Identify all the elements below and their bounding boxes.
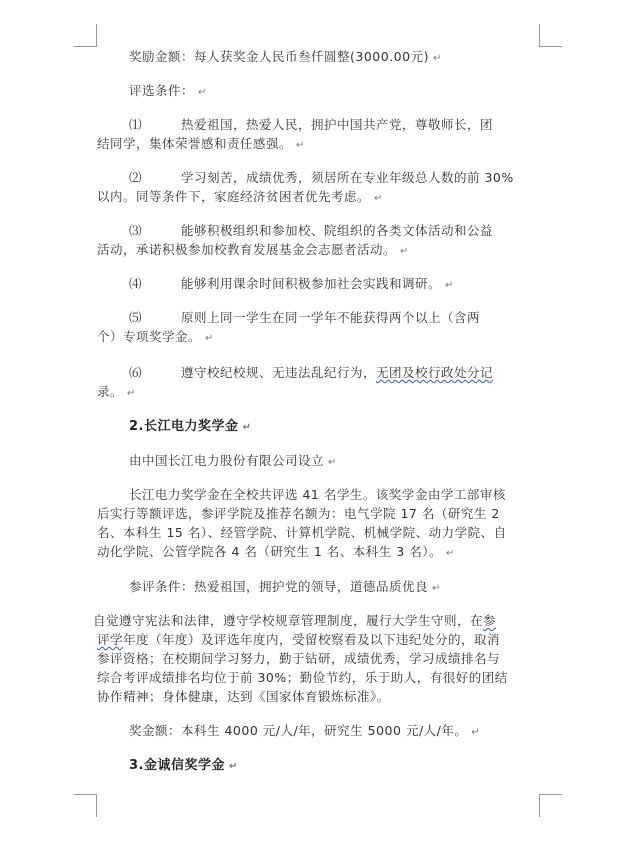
crop-mark-top-left xyxy=(74,24,97,47)
section-2-rules-line-2: 评学年度（年度）及评选年度内，受留校察看及以下违纪处分的，取消 xyxy=(97,632,501,647)
prize-amount-line: 奖励金额：每人获奖金人民币叁仟圆整(3000.00元) ↵ xyxy=(129,49,442,64)
criteria-item-1: ⑴ 热爱祖国，热爱人民，拥护中国共产党，尊敬师长，团 xyxy=(129,117,494,132)
crop-mark-top-right xyxy=(539,24,562,47)
section-2-amount: 奖金额：本科生 4000 元/人/年，研究生 5000 元/人/年。 ↵ xyxy=(129,723,481,738)
section-3-heading: 3.金诚信奖学金 ↵ xyxy=(129,758,238,773)
criteria-item-2-cont: 以内。同等条件下，家庭经济贫困者优先考虑。 ↵ xyxy=(97,189,383,204)
crop-mark-bottom-right xyxy=(539,794,562,817)
section-2-rules-line-5: 协作精神；身体健康，达到《国家体育锻炼标准》。 xyxy=(97,689,390,704)
section-2-intro: 由中国长江电力股份有限公司设立 ↵ xyxy=(129,453,337,468)
section-2-rules-line-3: 参评资格；在校期间学习努力，勤于钻研，成绩优秀，学习成绩排名与 xyxy=(97,651,501,666)
section-2-criteria: 参评条件：热爱祖国，拥护党的领导，道德品质优良 ↵ xyxy=(129,579,441,594)
section-2-para-line-3: 名、本科生 15 名）、经管学院、计算机学院、机械学院、动力学院、自 xyxy=(97,525,507,540)
crop-mark-bottom-left xyxy=(74,794,97,817)
criteria-item-3-cont: 活动，承诺积极参加校教育发展基金会志愿者活动。 ↵ xyxy=(97,242,409,257)
section-2-para-line-1: 长江电力奖学金在全校共评选 41 名学生。该奖学金由学工部审核 xyxy=(129,487,506,502)
criteria-label: 评选条件： ↵ xyxy=(129,83,207,98)
criteria-item-6-cont: 录。 ↵ xyxy=(97,384,136,399)
criteria-item-5-cont: 个）专项奖学金。 ↵ xyxy=(97,329,214,344)
criteria-item-4: ⑷ 能够利用课余时间积极参加社会实践和调研。 ↵ xyxy=(129,276,454,291)
section-2-para-line-2: 后实行等额评选，参评学院及推荐名额为：电气学院 17 名（研究生 2 xyxy=(97,506,500,521)
criteria-item-3: ⑶ 能够积极组织和参加校、院组织的各类文体活动和公益 xyxy=(129,223,494,238)
criteria-item-2: ⑵ 学习刻苦，成绩优秀，须居所在专业年级总人数的前 30% xyxy=(129,170,514,185)
section-2-para-line-4: 动化学院、公管学院各 4 名（研究生 1 名、本科生 3 名）。 ↵ xyxy=(97,544,455,559)
criteria-item-5: ⑸ 原则上同一学生在同一学年不能获得两个以上（含两 xyxy=(129,310,481,325)
section-2-rules-line-4: 综合考评成绩排名均位于前 30%；勤俭节约，乐于助人，有很好的团结 xyxy=(97,670,508,685)
section-2-rules-line-1: 自觉遵守宪法和法律，遵守学校规章管理制度，履行大学生守则，在参 xyxy=(93,613,497,628)
criteria-item-1-cont: 结同学，集体荣誉感和责任感强。 ↵ xyxy=(97,136,305,151)
criteria-item-6: ⑹ 遵守校纪校规、无违法乱纪行为，无团及校行政处分记 xyxy=(129,365,494,380)
section-2-heading: 2.长江电力奖学金 ↵ xyxy=(129,419,252,434)
